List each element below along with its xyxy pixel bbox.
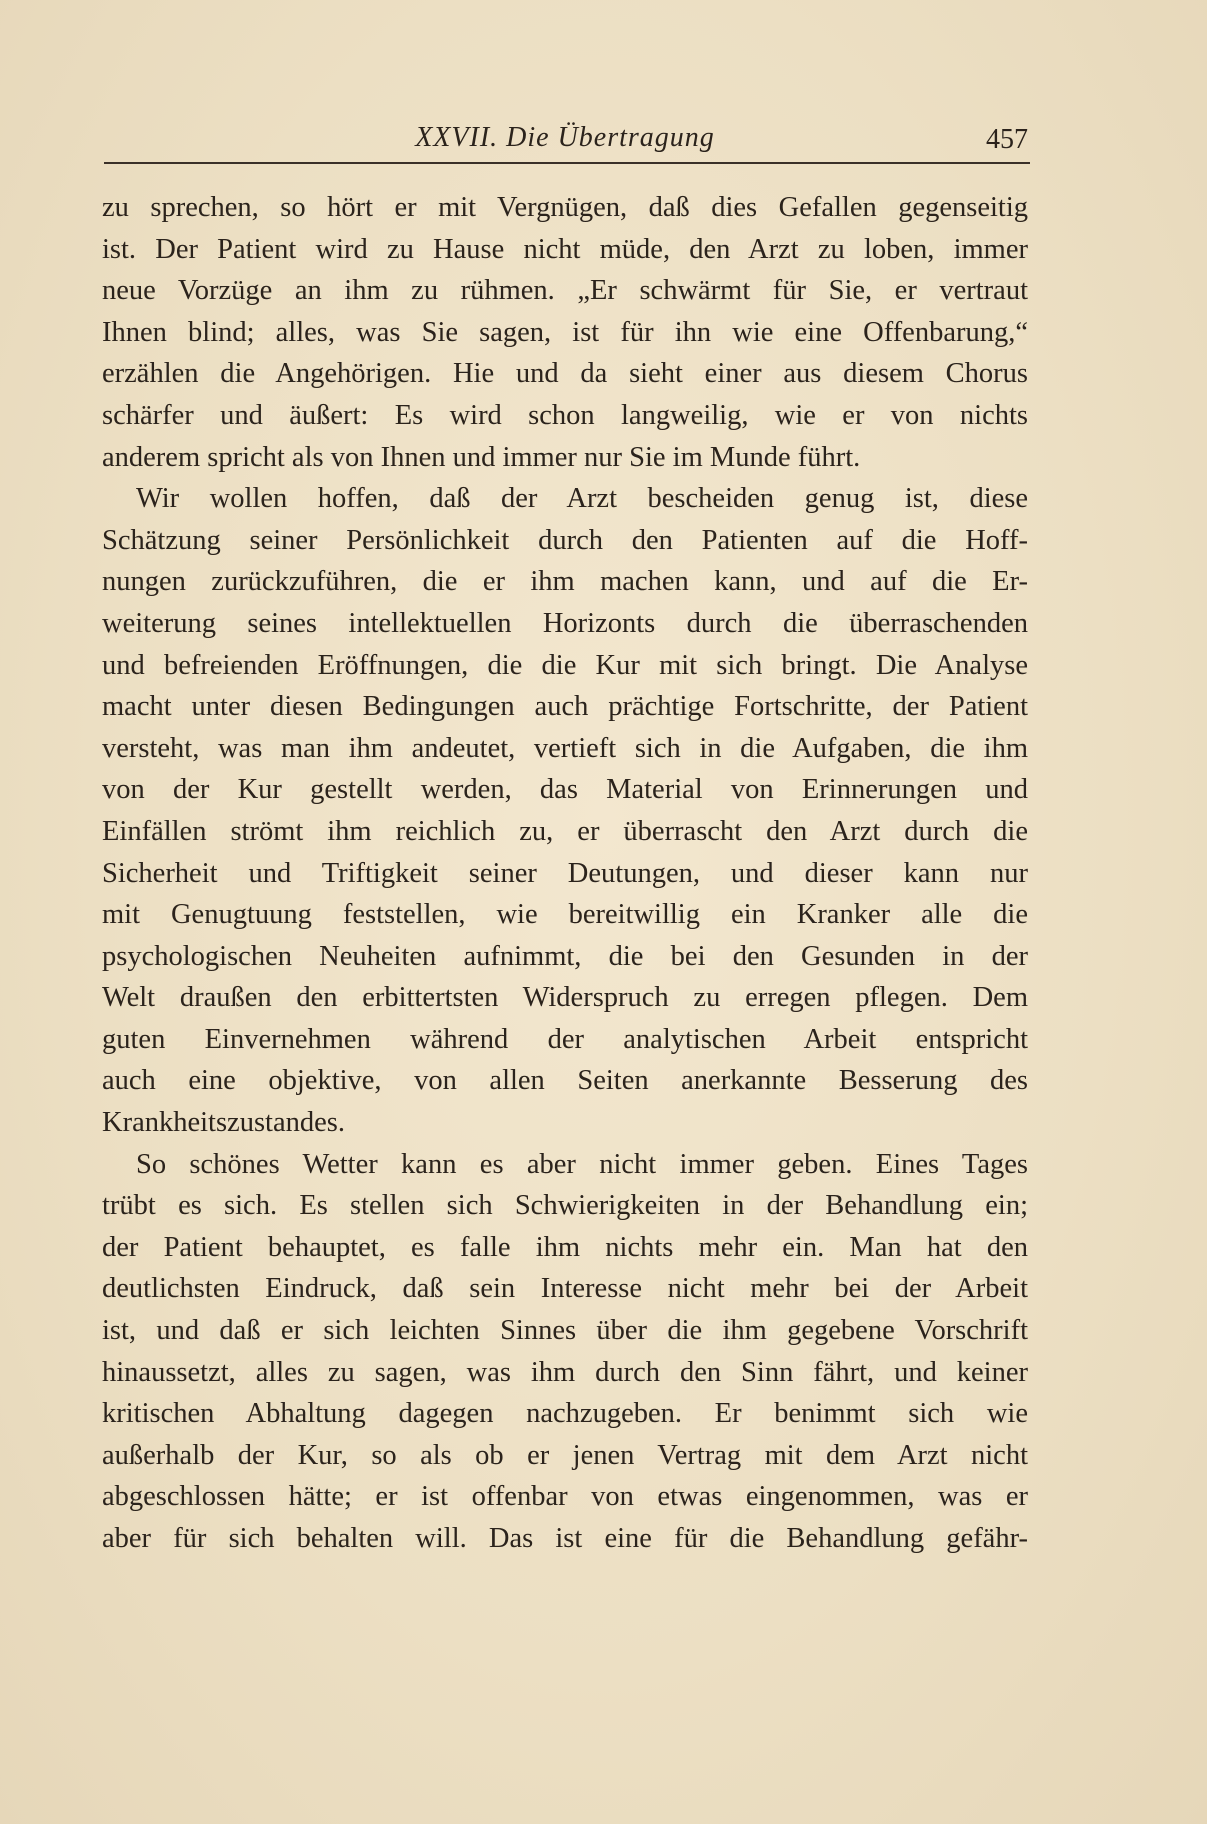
text-line: guten Einvernehmen während der analytischen Arbeit entspricht <box>102 1023 1028 1055</box>
text-line: Einfällen strömt ihm reichlich zu, er überrascht den Arzt durch die <box>102 815 1028 847</box>
text-line: von der Kur gestellt werden, das Material von Erinnerungen und <box>102 774 1028 806</box>
text-line: außerhalb der Kur, so als ob er jenen Vertrag mit dem Arzt nicht <box>102 1439 1028 1471</box>
text-line: psychologischen Neuheiten aufnimmt, die bei den Gesunden in der <box>102 940 1028 972</box>
page-number: 457 <box>986 124 1028 155</box>
text-line: zu sprechen, so hört er mit Vergnügen, daß dies Gefallen gegenseitig <box>102 192 1028 223</box>
text-line: und befreienden Eröffnungen, die die Kur mit sich bringt. Die Analyse <box>102 649 1028 681</box>
text-line: Krankheitszustandes. <box>102 1107 345 1139</box>
text-line: ist, und daß er sich leichten Sinnes über die ihm gegebene Vorschrift <box>102 1315 1028 1347</box>
text-line: mit Genugtuung feststellen, wie bereitwillig ein Kranker alle die <box>102 899 1028 931</box>
text-line: versteht, was man ihm andeutet, vertieft sich in die Aufgaben, die ihm <box>102 732 1028 764</box>
text-line: abgeschlossen hätte; er ist offenbar von etwas eingenommen, was er <box>102 1481 1028 1513</box>
text-line: macht unter diesen Bedingungen auch prächtige Fortschritte, der Patient <box>102 691 1028 723</box>
text-line: erzählen die Angehörigen. Hie und da sieht einer aus diesem Chorus <box>102 358 1028 390</box>
text-line: nungen zurückzuführen, die er ihm machen kann, und auf die Er- <box>102 566 1028 598</box>
text-line: Sicherheit und Triftigkeit seiner Deutungen, und dieser kann nur <box>102 857 1028 889</box>
text-line: anderem spricht als von Ihnen und immer nur Sie im Munde führt. <box>102 441 861 473</box>
text-line: Schätzung seiner Persönlichkeit durch den Patienten auf die Hoff- <box>102 524 1028 556</box>
text-line: schärfer und äußert: Es wird schon langweilig, wie er von nichts <box>102 399 1028 431</box>
paragraph-start-line: So schönes Wetter kann es aber nicht immer geben. Eines Tages <box>136 1148 1028 1180</box>
chapter-title: XXVII. Die Übertragung <box>415 122 715 153</box>
text-line: Ihnen blind; alles, was Sie sagen, ist für ihn wie eine Offenbarung,“ <box>102 316 1028 348</box>
text-line: weiterung seines intellektuellen Horizonts durch die überraschenden <box>102 607 1028 639</box>
text-line: Welt draußen den erbittertsten Widerspruch zu erregen pflegen. Dem <box>102 982 1028 1014</box>
header-rule <box>104 162 1030 164</box>
text-line: aber für sich behalten will. Das ist eine für die Behandlung gefähr- <box>102 1523 1028 1554</box>
text-line: ist. Der Patient wird zu Hause nicht müde, den Arzt zu loben, immer <box>102 233 1028 265</box>
text-line: der Patient behauptet, es falle ihm nichts mehr ein. Man hat den <box>102 1231 1028 1263</box>
text-line: auch eine objektive, von allen Seiten anerkannte Besserung des <box>102 1065 1028 1097</box>
text-line: neue Vorzüge an ihm zu rühmen. „Er schwärmt für Sie, er vertraut <box>102 275 1028 307</box>
paragraph-start-line: Wir wollen hoffen, daß der Arzt bescheiden genug ist, diese <box>136 483 1028 515</box>
text-line: deutlichsten Eindruck, daß sein Interesse nicht mehr bei der Arbeit <box>102 1273 1028 1305</box>
text-line: trübt es sich. Es stellen sich Schwierigkeiten in der Behandlung ein; <box>102 1190 1028 1222</box>
body-text <box>102 187 1028 1560</box>
running-head <box>102 118 1028 158</box>
text-line: hinaussetzt, alles zu sagen, was ihm durch den Sinn fährt, und keiner <box>102 1356 1028 1388</box>
text-line: kritischen Abhaltung dagegen nachzugeben. Er benimmt sich wie <box>102 1398 1028 1430</box>
